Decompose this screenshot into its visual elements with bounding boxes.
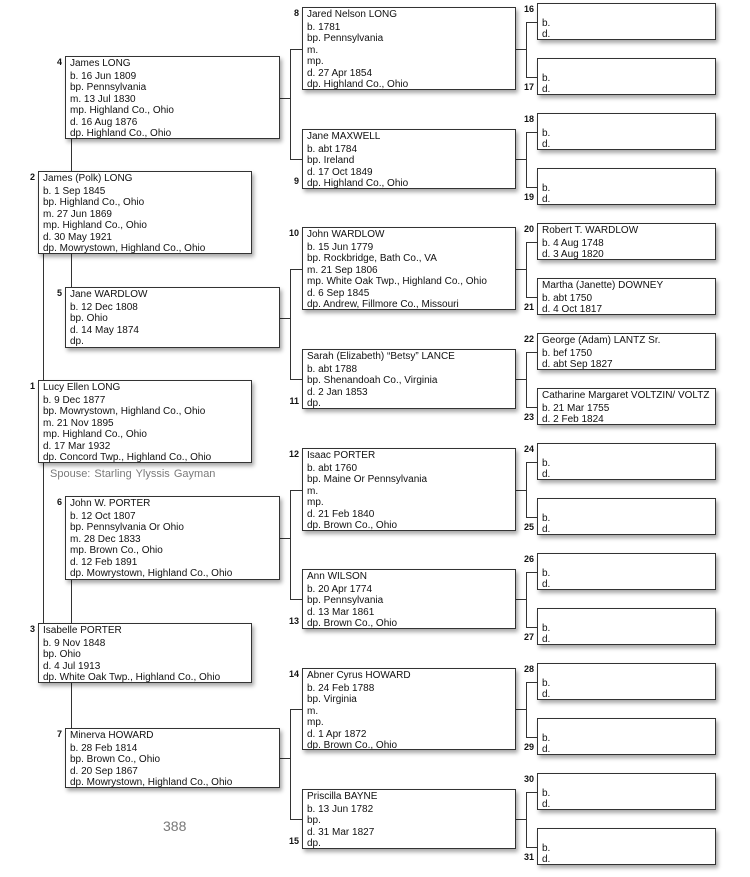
- person-box-2[interactable]: [38, 171, 252, 254]
- person-box-21[interactable]: [537, 278, 716, 315]
- person-detail: d. 1 Apr 1872: [307, 728, 367, 740]
- person-detail: b. 12 Oct 1807: [70, 510, 136, 522]
- ahnentafel-number: 26: [523, 554, 534, 564]
- person-name: [542, 610, 715, 622]
- connector-line: [516, 819, 526, 820]
- person-name: James (Polk) LONG: [43, 173, 133, 184]
- person-detail: b.: [542, 787, 551, 799]
- person-name: Robert T. WARDLOW: [542, 225, 639, 236]
- person-detail: b. 16 Jun 1809: [70, 70, 137, 82]
- connector-line: [526, 22, 527, 78]
- connector-line: [280, 538, 290, 539]
- person-detail: m. 13 Jul 1830: [70, 93, 136, 105]
- person-detail: bp. Pennsylvania Or Ohio: [70, 522, 184, 533]
- person-box-14[interactable]: [302, 668, 516, 750]
- person-detail: bp. Ireland: [307, 155, 355, 166]
- person-box-6[interactable]: [65, 496, 280, 580]
- ahnentafel-number: 18: [523, 114, 534, 124]
- person-detail: d. 30 May 1921: [43, 231, 112, 243]
- person-detail: b. abt 1784: [307, 143, 358, 155]
- connector-line: [526, 187, 537, 188]
- person-detail: d. 3 Aug 1820: [542, 249, 604, 260]
- person-detail: dp. Mowrystown, Highland Co., Ohio: [43, 243, 206, 254]
- ahnentafel-number: 12: [288, 449, 299, 459]
- connector-line: [526, 297, 537, 298]
- person-name: [542, 60, 715, 72]
- person-detail: d. 6 Sep 1845: [307, 287, 370, 299]
- person-detail: b. 4 Aug 1748: [542, 237, 604, 249]
- person-detail: b. 9 Dec 1877: [43, 394, 106, 406]
- person-detail: d.: [542, 579, 551, 590]
- person-name: Catharine Margaret VOLTZIN/ VOLTZ: [542, 390, 710, 401]
- ahnentafel-number: 20: [523, 224, 534, 234]
- person-detail: mp. Highland Co., Ohio: [43, 429, 147, 440]
- person-detail: d. 27 Apr 1854: [307, 67, 373, 79]
- connector-line: [526, 132, 537, 133]
- person-detail: dp. Brown Co., Ohio: [307, 740, 398, 750]
- person-detail: d.: [542, 194, 551, 205]
- person-name: [542, 775, 715, 787]
- ahnentafel-number: 9: [293, 176, 299, 186]
- person-box-27[interactable]: [537, 608, 716, 645]
- person-detail: dp. Brown Co., Ohio: [307, 520, 398, 531]
- connector-line: [526, 132, 527, 188]
- person-name: Abner Cyrus HOWARD: [307, 670, 411, 681]
- connector-line: [526, 847, 537, 848]
- person-box-22[interactable]: [537, 333, 716, 370]
- person-detail: d. 2 Feb 1824: [542, 414, 604, 425]
- person-box-18[interactable]: [537, 113, 716, 150]
- person-detail: dp. Highland Co., Ohio: [307, 79, 409, 90]
- person-detail: mp. Highland Co., Ohio: [43, 220, 147, 231]
- person-name: [542, 555, 715, 567]
- connector-line: [290, 49, 302, 50]
- person-detail: d.: [542, 854, 551, 865]
- person-detail: m. 28 Dec 1833: [70, 533, 141, 545]
- person-detail: dp. Mowrystown, Highland Co., Ohio: [70, 568, 233, 579]
- connector-line: [526, 22, 537, 23]
- person-name: [542, 665, 715, 677]
- person-name: John WARDLOW: [307, 229, 385, 240]
- person-name: Minerva HOWARD: [70, 730, 154, 741]
- ahnentafel-number: 19: [523, 192, 534, 202]
- person-detail: b. 12 Dec 1808: [70, 301, 138, 313]
- person-box-15[interactable]: [302, 789, 516, 849]
- person-detail: dp. Concord Twp., Highland Co., Ohio: [43, 452, 212, 463]
- person-detail: dp.: [307, 398, 321, 409]
- connector-line: [526, 792, 537, 793]
- person-detail: b. 1 Sep 1845: [43, 185, 106, 197]
- person-detail: b.: [542, 567, 551, 579]
- ahnentafel-number: 23: [523, 412, 534, 422]
- person-box-20[interactable]: [537, 223, 716, 260]
- ahnentafel-number: 22: [523, 334, 534, 344]
- page-number: 388: [163, 818, 187, 834]
- ahnentafel-number: 30: [523, 774, 534, 784]
- person-box-24[interactable]: [537, 443, 716, 480]
- connector-line: [290, 379, 302, 380]
- person-detail: b.: [542, 622, 551, 634]
- connector-line: [526, 462, 527, 518]
- person-name: Jane WARDLOW: [70, 289, 148, 300]
- connector-line: [526, 242, 537, 243]
- ahnentafel-number: 10: [288, 228, 299, 238]
- person-name: Ann WILSON: [307, 571, 368, 582]
- person-box-1[interactable]: [38, 380, 252, 463]
- connector-line: [290, 709, 291, 820]
- ahnentafel-number: 29: [523, 742, 534, 752]
- person-detail: d. 12 Feb 1891: [70, 556, 138, 568]
- connector-line: [516, 159, 526, 160]
- person-box-8[interactable]: [302, 7, 516, 90]
- connector-line: [290, 159, 302, 160]
- person-detail: d. 16 Aug 1876: [70, 116, 138, 128]
- ahnentafel-number: 31: [523, 852, 534, 862]
- connector-line: [526, 572, 537, 573]
- person-detail: dp. Mowrystown, Highland Co., Ohio: [70, 777, 233, 788]
- person-detail: b.: [542, 127, 551, 139]
- ahnentafel-number: 28: [523, 664, 534, 674]
- person-detail: b.: [542, 677, 551, 689]
- person-name: Jane MAXWELL: [307, 131, 381, 142]
- person-detail: b.: [542, 842, 551, 854]
- ahnentafel-number: 16: [523, 4, 534, 14]
- person-detail: dp. Highland Co., Ohio: [70, 128, 172, 139]
- person-detail: d.: [542, 634, 551, 645]
- person-detail: bp. Pennsylvania: [307, 33, 384, 44]
- person-box-17[interactable]: [537, 58, 716, 95]
- connector-line: [526, 352, 537, 353]
- person-box-29[interactable]: [537, 718, 716, 755]
- connector-line: [526, 462, 537, 463]
- connector-line: [526, 242, 527, 298]
- person-box-31[interactable]: [537, 828, 716, 865]
- connector-line: [290, 490, 302, 491]
- person-name: [542, 170, 715, 182]
- person-detail: b.: [542, 72, 551, 84]
- person-detail: b. abt 1788: [307, 363, 358, 375]
- ahnentafel-number: 4: [56, 57, 62, 67]
- person-detail: d. 31 Mar 1827: [307, 826, 375, 838]
- ahnentafel-number: 2: [29, 172, 35, 182]
- connector-line: [516, 379, 526, 380]
- person-detail: b. abt 1760: [307, 462, 358, 474]
- connector-line: [526, 517, 537, 518]
- person-box-10[interactable]: [302, 227, 516, 310]
- person-name: Sarah (Elizabeth) “Betsy” LANCE: [307, 351, 455, 362]
- ahnentafel-number: 27: [523, 632, 534, 642]
- person-detail: bp. Mowrystown, Highland Co., Ohio: [43, 406, 206, 417]
- person-box-11[interactable]: [302, 349, 516, 409]
- ahnentafel-number: 3: [29, 624, 35, 634]
- person-box-13[interactable]: [302, 569, 516, 629]
- person-detail: m.: [307, 705, 319, 717]
- person-detail: m. 21 Sep 1806: [307, 264, 378, 276]
- person-detail: b. bef 1750: [542, 347, 593, 359]
- person-detail: b.: [542, 457, 551, 469]
- ahnentafel-number: 5: [56, 288, 62, 298]
- ahnentafel-number: 8: [293, 8, 299, 18]
- ahnentafel-number: 11: [289, 396, 299, 406]
- connector-line: [290, 269, 302, 270]
- connector-line: [526, 627, 537, 628]
- person-name: Martha (Janette) DOWNEY: [542, 280, 664, 291]
- person-detail: bp. Brown Co., Ohio: [70, 754, 161, 765]
- person-box-12[interactable]: [302, 448, 516, 531]
- person-detail: b. 20 Apr 1774: [307, 583, 373, 595]
- person-detail: b. 28 Feb 1814: [70, 742, 138, 754]
- person-name: [542, 830, 715, 842]
- person-detail: dp. White Oak Twp., Highland Co., Ohio: [43, 672, 221, 683]
- connector-line: [526, 737, 537, 738]
- person-box-19[interactable]: [537, 168, 716, 205]
- person-detail: dp.: [70, 336, 84, 347]
- connector-line: [290, 599, 302, 600]
- person-detail: d.: [542, 689, 551, 700]
- connector-line: [516, 599, 526, 600]
- person-detail: d.: [542, 799, 551, 810]
- person-detail: b.: [542, 182, 551, 194]
- person-detail: d.: [542, 84, 551, 95]
- person-detail: mp.: [307, 717, 324, 728]
- connector-line: [526, 572, 527, 628]
- ahnentafel-number: 15: [288, 836, 299, 846]
- person-detail: dp.: [307, 838, 321, 849]
- connector-line: [290, 49, 291, 160]
- ahnentafel-number: 17: [523, 82, 534, 92]
- person-name: John W. PORTER: [70, 498, 151, 509]
- person-detail: b.: [542, 512, 551, 524]
- person-detail: bp.: [307, 815, 321, 826]
- connector-line: [290, 709, 302, 710]
- person-detail: d. 2 Jan 1853: [307, 386, 368, 398]
- connector-line: [516, 490, 526, 491]
- person-detail: m.: [307, 485, 319, 497]
- person-detail: d.: [542, 29, 551, 40]
- person-detail: d. 4 Jul 1913: [43, 660, 101, 672]
- person-detail: d.: [542, 524, 551, 535]
- ahnentafel-number: 6: [56, 497, 62, 507]
- person-detail: b.: [542, 17, 551, 29]
- person-name: George (Adam) LANTZ Sr.: [542, 335, 661, 346]
- person-detail: m. 27 Jun 1869: [43, 208, 112, 220]
- person-detail: mp.: [307, 497, 324, 508]
- person-detail: d. 17 Oct 1849: [307, 166, 373, 178]
- person-detail: dp. Brown Co., Ohio: [307, 618, 398, 629]
- ahnentafel-number: 13: [288, 616, 299, 626]
- ahnentafel-number: 7: [56, 729, 62, 739]
- person-detail: bp. Maine Or Pennsylvania: [307, 474, 428, 485]
- person-detail: b. 15 Jun 1779: [307, 241, 374, 253]
- person-name: Priscilla BAYNE: [307, 791, 378, 802]
- person-box-7[interactable]: [65, 728, 280, 788]
- spouse-label: Spouse: Starling Ylyssis Gayman: [50, 468, 216, 480]
- person-detail: d.: [542, 139, 551, 150]
- connector-line: [526, 792, 527, 848]
- person-detail: d. abt Sep 1827: [542, 359, 613, 370]
- person-name: [542, 500, 715, 512]
- person-box-30[interactable]: [537, 773, 716, 810]
- person-box-26[interactable]: [537, 553, 716, 590]
- person-name: [542, 445, 715, 457]
- person-detail: bp. Shenandoah Co., Virginia: [307, 375, 438, 386]
- connector-line: [290, 819, 302, 820]
- person-name: [542, 720, 715, 732]
- person-name: [542, 115, 715, 127]
- connector-line: [280, 318, 290, 319]
- person-name: Isabelle PORTER: [43, 625, 122, 636]
- person-detail: b. 13 Jun 1782: [307, 803, 374, 815]
- connector-line: [516, 709, 526, 710]
- person-detail: d. 17 Mar 1932: [43, 440, 111, 452]
- person-detail: d.: [542, 469, 551, 480]
- person-name: James LONG: [70, 58, 131, 69]
- person-detail: b. 24 Feb 1788: [307, 682, 375, 694]
- person-detail: mp. Highland Co., Ohio: [70, 105, 174, 116]
- person-box-5[interactable]: [65, 287, 280, 348]
- connector-line: [526, 77, 537, 78]
- person-box-28[interactable]: [537, 663, 716, 700]
- person-box-3[interactable]: [38, 623, 252, 683]
- person-detail: d. 4 Oct 1817: [542, 304, 603, 315]
- connector-line: [516, 49, 526, 50]
- connector-line: [526, 352, 527, 408]
- person-box-25[interactable]: [537, 498, 716, 535]
- person-detail: d. 14 May 1874: [70, 324, 139, 336]
- person-detail: b. abt 1750: [542, 292, 593, 304]
- person-name: Isaac PORTER: [307, 450, 376, 461]
- person-detail: mp.: [307, 56, 324, 67]
- person-detail: d.: [542, 744, 551, 755]
- ahnentafel-number: 25: [523, 522, 534, 532]
- person-detail: b. 21 Mar 1755: [542, 402, 610, 414]
- person-detail: bp. Pennsylvania: [70, 82, 147, 93]
- person-detail: m. 21 Nov 1895: [43, 417, 114, 429]
- connector-line: [526, 407, 537, 408]
- person-detail: bp. Highland Co., Ohio: [43, 197, 145, 208]
- person-box-16[interactable]: [537, 3, 716, 40]
- connector-line: [516, 269, 526, 270]
- connector-line: [290, 269, 291, 380]
- person-detail: d. 13 Mar 1861: [307, 606, 375, 618]
- connector-line: [526, 682, 537, 683]
- person-name: Jared Nelson LONG: [307, 9, 398, 20]
- person-detail: b. 1781: [307, 21, 341, 33]
- person-detail: b.: [542, 732, 551, 744]
- person-name: Lucy Ellen LONG: [43, 382, 121, 393]
- person-box-9[interactable]: [302, 129, 516, 189]
- person-detail: bp. Ohio: [43, 649, 81, 660]
- person-detail: b. 9 Nov 1848: [43, 637, 106, 649]
- person-detail: dp. Highland Co., Ohio: [307, 178, 409, 189]
- person-detail: bp. Pennsylvania: [307, 595, 384, 606]
- ahnentafel-number: 21: [523, 302, 534, 312]
- person-detail: bp. Virginia: [307, 694, 357, 705]
- person-box-23[interactable]: [537, 388, 716, 425]
- person-detail: d. 21 Feb 1840: [307, 508, 375, 520]
- person-detail: d. 20 Sep 1867: [70, 765, 138, 777]
- connector-line: [526, 682, 527, 738]
- person-detail: mp. Brown Co., Ohio: [70, 545, 163, 556]
- person-detail: m.: [307, 44, 319, 56]
- person-box-4[interactable]: [65, 56, 280, 139]
- connector-line: [280, 758, 290, 759]
- connector-line: [290, 490, 291, 600]
- ahnentafel-number: 14: [288, 669, 299, 679]
- ahnentafel-number: 24: [523, 444, 534, 454]
- person-detail: bp. Ohio: [70, 313, 108, 324]
- ahnentafel-number: 1: [29, 381, 35, 391]
- person-detail: mp. White Oak Twp., Highland Co., Ohio: [307, 276, 487, 287]
- person-detail: bp. Rockbridge, Bath Co., VA: [307, 253, 437, 264]
- connector-line: [280, 98, 290, 99]
- person-name: [542, 5, 715, 17]
- person-detail: dp. Andrew, Fillmore Co., Missouri: [307, 299, 459, 310]
